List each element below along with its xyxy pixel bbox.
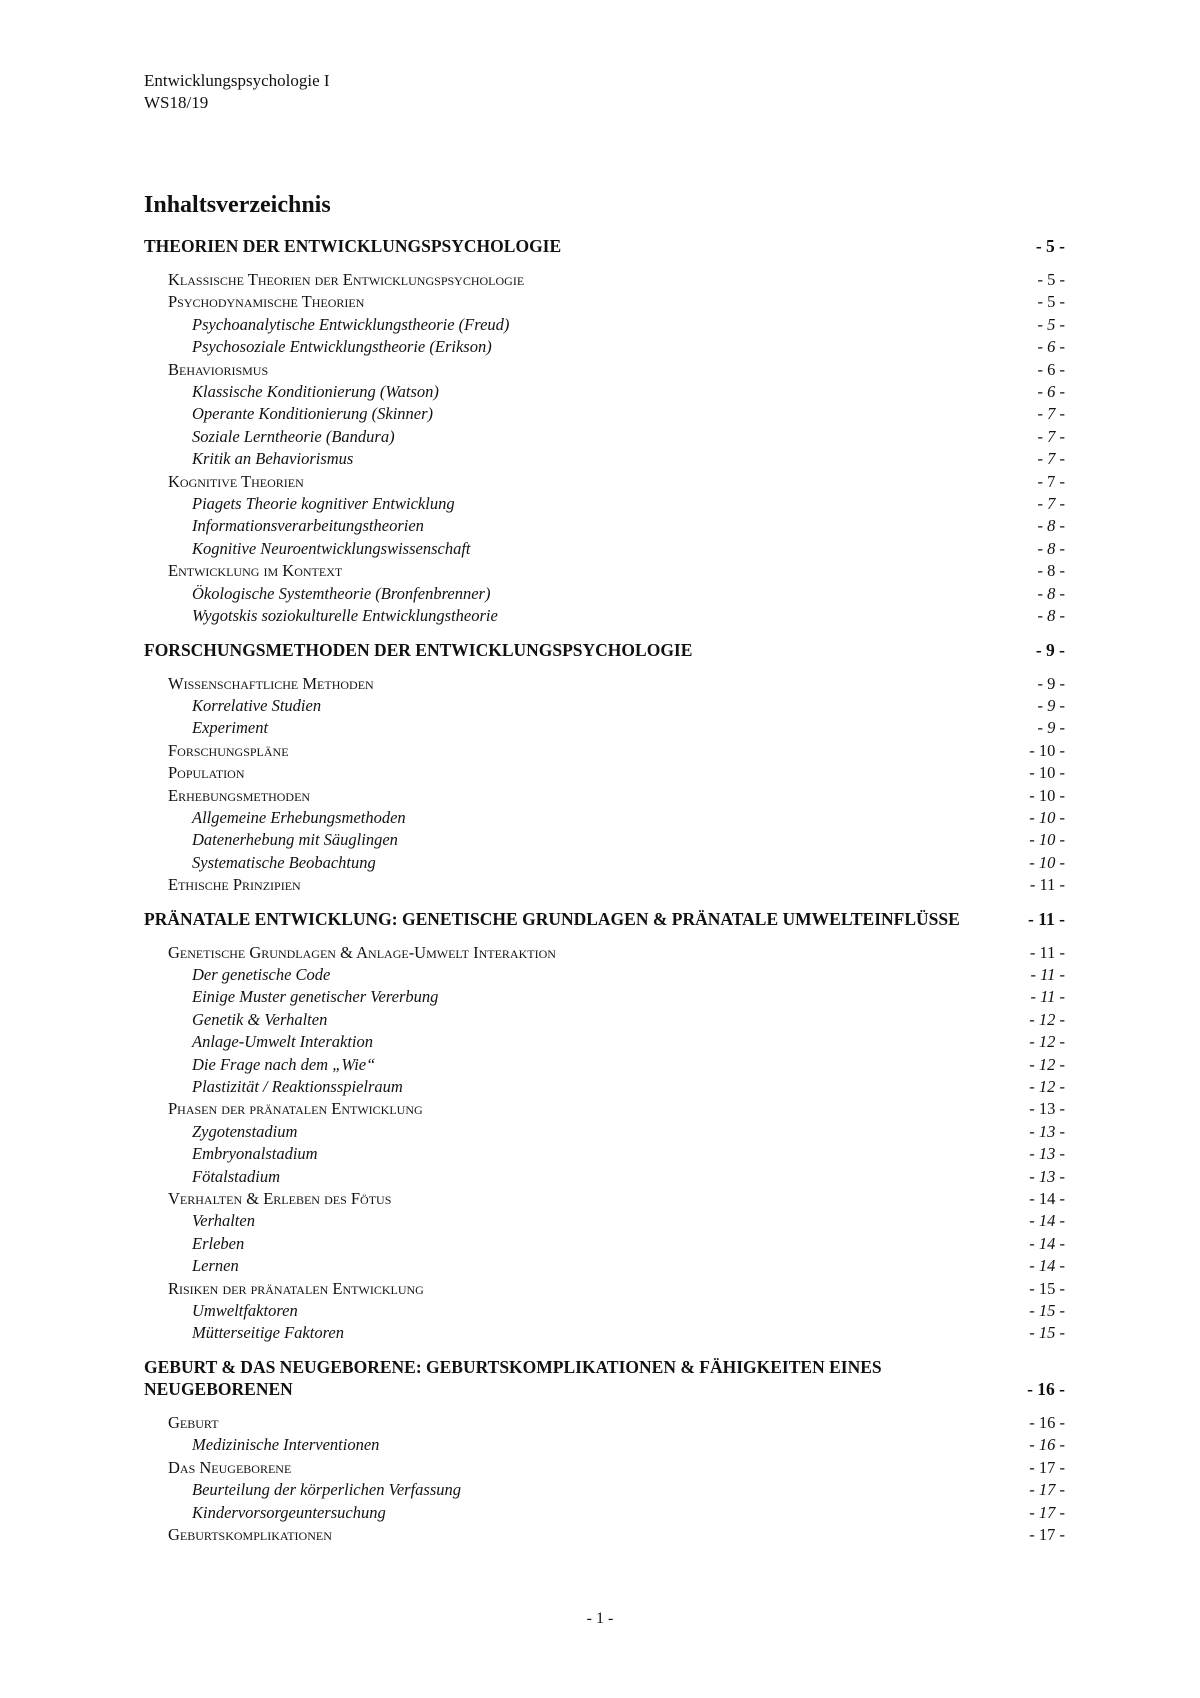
toc-subsection-entry[interactable] <box>144 1098 1065 1120</box>
toc-chapter-page: - 5 - <box>1035 236 1065 256</box>
toc-entry-title: Wygotskis soziokulturelle Entwicklungstheorie <box>192 606 498 626</box>
toc-entry-title: Verhalten <box>192 1211 255 1231</box>
toc-entry-title: Der genetische Code <box>192 964 331 984</box>
toc-entry-page: - 7 - <box>1037 426 1065 446</box>
toc-entry-page: - 5 - <box>1037 270 1065 289</box>
toc-entry-title: Kindervorsorgeuntersuchung <box>192 1502 386 1522</box>
toc-entry-title: Ökologische Systemtheorie (Bronfenbrenner) <box>192 583 491 603</box>
toc-subsubsection-entry[interactable] <box>144 986 1065 1008</box>
toc-subsubsection-entry[interactable] <box>144 1009 1065 1031</box>
toc-entry-title: Kritik an Behaviorismus <box>192 449 354 469</box>
toc-entry-page: - 10 - <box>1029 740 1065 760</box>
toc-entry-page: - 14 - <box>1029 1211 1065 1231</box>
toc-entry-title: Embryonalstadium <box>192 1144 318 1164</box>
toc-subsection-entry[interactable] <box>144 1524 1065 1546</box>
toc-subsubsection-entry[interactable] <box>144 314 1065 336</box>
page-number: - 1 - <box>586 1610 614 1627</box>
toc-subsection-entry[interactable] <box>144 762 1065 784</box>
toc-entry-title: Systematische Beobachtung <box>192 852 376 872</box>
toc-entry-page: - 13 - <box>1029 1166 1065 1186</box>
toc-entry-page: - 17 - <box>1029 1480 1065 1500</box>
toc-entry-title: Erleben <box>192 1233 245 1253</box>
page-header <box>144 70 330 114</box>
toc-title: Inhaltsverzeichnis <box>144 192 331 218</box>
toc-subsubsection-entry[interactable] <box>144 1031 1065 1053</box>
toc-entry-title: Experiment <box>192 718 269 738</box>
toc-subsubsection-entry[interactable] <box>144 1054 1065 1076</box>
toc-entry-page: - 8 - <box>1037 606 1065 626</box>
toc-subsubsection-entry[interactable] <box>144 538 1065 560</box>
toc-entry-page: - 5 - <box>1037 292 1065 312</box>
toc-entry-page: - 11 - <box>1029 875 1065 895</box>
toc-entry-page: - 15 - <box>1029 1278 1065 1298</box>
toc-entry-title: Die Frage nach dem „Wie“ <box>192 1054 376 1074</box>
toc-section <box>144 1356 1065 1546</box>
toc-subsubsection-entry[interactable] <box>144 1322 1065 1344</box>
toc-entry-page: - 7 - <box>1037 471 1065 491</box>
toc-subsubsection-entry[interactable] <box>144 1121 1065 1143</box>
toc-entry-page: - 8 - <box>1037 561 1065 581</box>
toc-entry-page: - 7 - <box>1037 494 1065 514</box>
toc-entry-page: - 8 - <box>1037 583 1065 603</box>
toc-entry-page: - 6 - <box>1037 337 1065 357</box>
toc-subsection-entry[interactable] <box>144 740 1065 762</box>
toc-subsubsection-entry[interactable] <box>144 381 1065 403</box>
toc-entry-title: Piagets Theorie kognitiver Entwicklung <box>192 494 455 514</box>
toc-entry-title: Fötalstadium <box>192 1166 281 1186</box>
toc-entry-page: - 9 - <box>1037 695 1065 715</box>
toc-subsubsection-entry[interactable] <box>144 448 1065 470</box>
toc-entry-page: - 11 - <box>1029 942 1065 962</box>
toc-entry-title: Beurteilung der körperlichen Verfassung <box>192 1480 461 1500</box>
toc-entry-title: Genetische Grundlagen & Anlage-Umwelt Interaktion <box>168 942 556 962</box>
toc-chapter-page: - 16 - <box>1027 1378 1065 1399</box>
toc-entry-page: - 11 - <box>1030 987 1065 1007</box>
toc-entry-page: - 6 - <box>1037 359 1065 379</box>
toc-subsubsection-entry[interactable] <box>144 403 1065 425</box>
toc-subsubsection-entry[interactable] <box>144 1255 1065 1277</box>
toc-entry-page: - 7 - <box>1037 404 1065 424</box>
toc-subsubsection-entry[interactable] <box>144 1233 1065 1255</box>
toc-entry-page: - 10 - <box>1029 785 1065 805</box>
toc-chapter-heading[interactable] <box>144 639 1065 661</box>
toc-entry-title: Datenerhebung mit Säuglingen <box>192 830 398 850</box>
toc-entry-page: - 14 - <box>1029 1256 1065 1276</box>
toc-entry-page: - 11 - <box>1030 964 1065 984</box>
toc-entry-page: - 17 - <box>1029 1457 1065 1477</box>
toc-entry-page: - 13 - <box>1029 1121 1065 1141</box>
toc-entry-page: - 13 - <box>1029 1144 1065 1164</box>
toc-entry-page: - 6 - <box>1037 382 1065 402</box>
toc-entry-page: - 7 - <box>1037 449 1065 469</box>
toc-entry-title: Erhebungsmethoden <box>168 785 311 805</box>
toc-entry-title: Psychosoziale Entwicklungstheorie (Erikson) <box>192 337 492 357</box>
toc-subsubsection-entry[interactable] <box>144 515 1065 537</box>
toc-entry-page: - 14 - <box>1029 1233 1065 1253</box>
toc-entry-title: Geburtskomplikationen <box>168 1524 332 1544</box>
toc-entry-title: Informationsverarbeitungstheorien <box>192 516 424 536</box>
toc-entry-title: Forschungspläne <box>168 740 289 760</box>
toc-entry-page: - 13 - <box>1029 1099 1065 1119</box>
toc-subsection-entry[interactable] <box>144 1278 1065 1300</box>
toc-subsubsection-entry[interactable] <box>144 336 1065 358</box>
toc-entry-title: Ethische Prinzipien <box>168 875 301 895</box>
toc-entry-title: Mütterseitige Faktoren <box>192 1323 344 1343</box>
toc-entry-title: Entwicklung im Kontext <box>168 561 343 581</box>
toc-entry-page: - 8 - <box>1037 516 1065 536</box>
toc-entry-title: Soziale Lerntheorie (Bandura) <box>192 426 395 446</box>
toc-chapter-title: FORSCHUNGSMETHODEN DER ENTWICKLUNGSPSYCHOLOGIE <box>144 639 693 660</box>
toc-entry-page: - 12 - <box>1029 1054 1065 1074</box>
toc-entry-page: - 15 - <box>1029 1301 1065 1321</box>
toc-subsubsection-entry[interactable] <box>144 1300 1065 1322</box>
toc-entry-page: - 10 - <box>1029 807 1065 827</box>
toc-entry-page: - 10 - <box>1029 852 1065 872</box>
toc-subsubsection-entry[interactable] <box>144 1210 1065 1232</box>
toc-chapter-title: GEBURT & DAS NEUGEBORENE: GEBURTSKOMPLIKATIONEN & FÄHIGKEITEN EINES NEUGEBORENEN <box>144 1356 882 1399</box>
toc-entry-title: Allgemeine Erhebungsmethoden <box>192 807 406 827</box>
toc-entry-page: - 10 - <box>1029 763 1065 783</box>
toc-subsection-entry[interactable] <box>144 269 1065 291</box>
toc-chapter-title: PRÄNATALE ENTWICKLUNG: GENETISCHE GRUNDLAGEN & PRÄNATALE UMWELTEINFLÜSSE <box>144 908 960 929</box>
toc-subsection-entry[interactable] <box>144 785 1065 807</box>
toc-entry-page: - 12 - <box>1029 1077 1065 1096</box>
toc-subsection-entry[interactable] <box>144 1457 1065 1479</box>
toc-entry-title: Medizinische Interventionen <box>192 1435 380 1455</box>
toc-subsection-entry[interactable] <box>144 1412 1065 1434</box>
toc-subsubsection-entry[interactable] <box>144 605 1065 627</box>
toc-subsubsection-entry[interactable] <box>144 493 1065 515</box>
toc-chapter-page: - 9 - <box>1035 639 1065 660</box>
toc-subsection-entry[interactable] <box>144 1188 1065 1210</box>
toc-entry-page: - 17 - <box>1029 1524 1065 1544</box>
toc-entry-title: Lernen <box>192 1256 239 1276</box>
toc-entry-title: Kognitive Neuroentwicklungswissenschaft <box>192 538 471 558</box>
toc-entry-title: Phasen der pränatalen Entwicklung <box>168 1099 423 1119</box>
toc-entry-title: Umweltfaktoren <box>192 1301 298 1321</box>
toc-entry-page: - 14 - <box>1029 1189 1065 1209</box>
toc-entry-page: - 16 - <box>1029 1435 1065 1455</box>
toc-chapter-heading[interactable] <box>144 908 1065 930</box>
toc-entry-page: - 12 - <box>1029 1032 1065 1052</box>
toc-subsubsection-entry[interactable] <box>144 717 1065 739</box>
toc-subsection-entry[interactable] <box>144 673 1065 695</box>
toc-entry-title: Behaviorismus <box>168 359 269 379</box>
toc-entry-title: Population <box>168 763 245 783</box>
toc-entry-title: Psychodynamische Theorien <box>168 292 365 312</box>
toc-subsubsection-entry[interactable] <box>144 1502 1065 1524</box>
toc-subsubsection-entry[interactable] <box>144 1143 1065 1165</box>
toc-entry-page: - 5 - <box>1037 314 1065 334</box>
course-name: Entwicklungspsychologie I <box>144 71 330 90</box>
toc-chapter-heading[interactable] <box>144 235 1065 257</box>
toc-subsection-entry[interactable] <box>144 291 1065 313</box>
toc-entry-title: Plastizität / Reaktionsspielraum <box>192 1077 403 1096</box>
toc-entry-title: Geburt <box>168 1412 219 1432</box>
toc-entry-page: - 9 - <box>1037 718 1065 738</box>
toc-chapter-page: - 11 - <box>1028 908 1065 929</box>
toc-entry-page: - 16 - <box>1029 1412 1065 1432</box>
toc-subsubsection-entry[interactable] <box>144 426 1065 448</box>
toc-subsubsection-entry[interactable] <box>144 695 1065 717</box>
toc-entry-title: Risiken der pränatalen Entwicklung <box>168 1278 424 1298</box>
toc-subsection-entry[interactable] <box>144 942 1065 964</box>
toc-subsubsection-entry[interactable] <box>144 852 1065 874</box>
toc-entry-title: Genetik & Verhalten <box>192 1009 328 1029</box>
toc-subsubsection-entry[interactable] <box>144 1479 1065 1501</box>
toc-entry-title: Einige Muster genetischer Vererbung <box>192 987 439 1007</box>
toc-subsubsection-entry[interactable] <box>144 1166 1065 1188</box>
toc-entry-title: Psychoanalytische Entwicklungstheorie (Freud) <box>192 314 510 334</box>
toc-subsection-entry[interactable] <box>144 359 1065 381</box>
toc-entry-page: - 12 - <box>1029 1009 1065 1029</box>
toc-entry-title: Das Neugeborene <box>168 1457 292 1477</box>
toc-section <box>144 908 1065 1345</box>
toc-entry-title: Zygotenstadium <box>192 1121 298 1141</box>
toc-entry-page: - 15 - <box>1029 1323 1065 1343</box>
toc-subsubsection-entry[interactable] <box>144 1434 1065 1456</box>
toc-chapter-title: THEORIEN DER ENTWICKLUNGSPSYCHOLOGIE <box>144 236 562 256</box>
toc-subsubsection-entry[interactable] <box>144 1076 1065 1098</box>
toc-subsection-entry[interactable] <box>144 560 1065 582</box>
toc-subsubsection-entry[interactable] <box>144 807 1065 829</box>
toc-chapter-heading[interactable] <box>144 1356 1065 1400</box>
semester: WS18/19 <box>144 93 209 112</box>
toc-entry-title: Operante Konditionierung (Skinner) <box>192 404 434 424</box>
toc-entry-title: Kognitive Theorien <box>168 471 304 491</box>
toc-entry-page: - 9 - <box>1037 673 1065 693</box>
toc-entry-title: Klassische Theorien der Entwicklungspsychologie <box>168 270 525 289</box>
toc-entry-title: Wissenschaftliche Methoden <box>168 673 374 693</box>
table-of-contents <box>144 235 1065 1557</box>
toc-subsection-entry[interactable] <box>144 471 1065 493</box>
toc-section <box>144 639 1065 897</box>
toc-subsubsection-entry[interactable] <box>144 583 1065 605</box>
toc-entry-page: - 10 - <box>1029 830 1065 850</box>
toc-subsubsection-entry[interactable] <box>144 964 1065 986</box>
toc-entry-title: Verhalten & Erleben des Fötus <box>168 1189 392 1209</box>
toc-subsubsection-entry[interactable] <box>144 829 1065 851</box>
toc-entry-title: Anlage-Umwelt Interaktion <box>192 1032 374 1052</box>
toc-entry-page: - 8 - <box>1037 538 1065 558</box>
toc-entry-page: - 17 - <box>1029 1502 1065 1522</box>
toc-subsection-entry[interactable] <box>144 874 1065 896</box>
toc-entry-title: Klassische Konditionierung (Watson) <box>192 382 439 402</box>
toc-entry-title: Korrelative Studien <box>192 695 322 715</box>
toc-section <box>144 235 1065 628</box>
